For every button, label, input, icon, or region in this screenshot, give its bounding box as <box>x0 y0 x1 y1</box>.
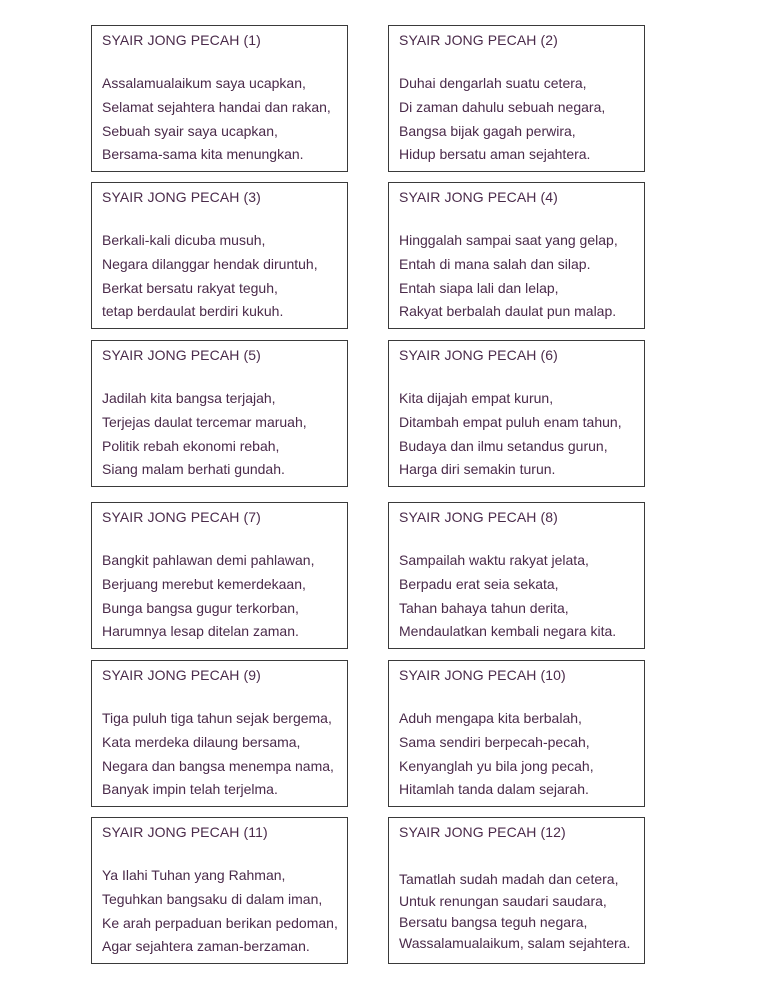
stanza-line: Siang malam berhati gundah. <box>102 461 285 477</box>
stanza-card <box>388 182 645 329</box>
stanza-line: Hinggalah sampai saat yang gelap, <box>399 232 618 248</box>
stanza-line: Entah siapa lali dan lelap, <box>399 280 559 296</box>
stanza-line: Tahan bahaya tahun derita, <box>399 600 569 616</box>
stanza-card <box>91 182 348 329</box>
stanza-card <box>388 660 645 807</box>
stanza-title: SYAIR JONG PECAH (9) <box>102 667 261 683</box>
stanza-line: Tiga puluh tiga tahun sejak bergema, <box>102 710 332 726</box>
stanza-line: Wassalamualaikum, salam sejahtera. <box>399 935 631 951</box>
stanza-title: SYAIR JONG PECAH (5) <box>102 347 261 363</box>
stanza-line: Berjuang merebut kemerdekaan, <box>102 576 306 592</box>
stanza-line: Hidup bersatu aman sejahtera. <box>399 146 591 162</box>
stanza-card <box>388 817 645 964</box>
stanza-line: Entah di mana salah dan silap. <box>399 256 591 272</box>
stanza-title: SYAIR JONG PECAH (3) <box>102 189 261 205</box>
stanza-line: Rakyat berbalah daulat pun malap. <box>399 303 617 319</box>
stanza-line: Berkat bersatu rakyat teguh, <box>102 280 278 296</box>
stanza-line: Di zaman dahulu sebuah negara, <box>399 99 606 115</box>
stanza-card <box>91 25 348 172</box>
stanza-line: Jadilah kita bangsa terjajah, <box>102 390 276 406</box>
stanza-line: Ditambah empat puluh enam tahun, <box>399 414 622 430</box>
stanza-line: Berkali-kali dicuba musuh, <box>102 232 266 248</box>
stanza-line: Harumnya lesap ditelan zaman. <box>102 623 299 639</box>
stanza-line: Sampailah waktu rakyat jelata, <box>399 552 589 568</box>
stanza-line: Untuk renungan saudari saudara, <box>399 893 607 909</box>
stanza-card <box>91 502 348 649</box>
stanza-line: Harga diri semakin turun. <box>399 461 556 477</box>
stanza-title: SYAIR JONG PECAH (1) <box>102 32 261 48</box>
stanza-line: Bangkit pahlawan demi pahlawan, <box>102 552 315 568</box>
stanza-line: Kata merdeka dilaung bersama, <box>102 734 301 750</box>
stanza-card <box>91 817 348 964</box>
stanza-title: SYAIR JONG PECAH (2) <box>399 32 558 48</box>
stanza-card <box>388 502 645 649</box>
stanza-line: Agar sejahtera zaman-berzaman. <box>102 938 310 954</box>
stanza-title: SYAIR JONG PECAH (8) <box>399 509 558 525</box>
stanza-card <box>91 340 348 487</box>
stanza-line: Berpadu erat seia sekata, <box>399 576 559 592</box>
stanza-line: Politik rebah ekonomi rebah, <box>102 438 280 454</box>
stanza-line: Tamatlah sudah madah dan cetera, <box>399 871 619 887</box>
stanza-title: SYAIR JONG PECAH (4) <box>399 189 558 205</box>
stanza-line: Sama sendiri berpecah-pecah, <box>399 734 590 750</box>
stanza-line: Budaya dan ilmu setandus gurun, <box>399 438 608 454</box>
stanza-line: Negara dan bangsa menempa nama, <box>102 758 334 774</box>
stanza-card <box>388 340 645 487</box>
stanza-line: Ke arah perpaduan berikan pedoman, <box>102 915 338 931</box>
stanza-line: Selamat sejahtera handai dan rakan, <box>102 99 331 115</box>
stanza-title: SYAIR JONG PECAH (7) <box>102 509 261 525</box>
stanza-line: Duhai dengarlah suatu cetera, <box>399 75 587 91</box>
stanza-title: SYAIR JONG PECAH (6) <box>399 347 558 363</box>
stanza-line: Negara dilanggar hendak diruntuh, <box>102 256 318 272</box>
stanza-line: Hitamlah tanda dalam sejarah. <box>399 781 589 797</box>
stanza-title: SYAIR JONG PECAH (12) <box>399 824 566 840</box>
stanza-line: Bersatu bangsa teguh negara, <box>399 914 588 930</box>
stanza-line: Kita dijajah empat kurun, <box>399 390 554 406</box>
stanza-card <box>91 660 348 807</box>
stanza-line: Bersama-sama kita menungkan. <box>102 146 304 162</box>
stanza-line: Kenyanglah yu bila jong pecah, <box>399 758 594 774</box>
stanza-line: Sebuah syair saya ucapkan, <box>102 123 278 139</box>
stanza-line: Bunga bangsa gugur terkorban, <box>102 600 299 616</box>
stanza-line: tetap berdaulat berdiri kukuh. <box>102 303 284 319</box>
stanza-title: SYAIR JONG PECAH (11) <box>102 824 268 840</box>
stanza-line: Assalamualaikum saya ucapkan, <box>102 75 306 91</box>
stanza-line: Banyak impin telah terjelma. <box>102 781 278 797</box>
stanza-line: Mendaulatkan kembali negara kita. <box>399 623 617 639</box>
stanza-card <box>388 25 645 172</box>
stanza-line: Terjejas daulat tercemar maruah, <box>102 414 307 430</box>
stanza-line: Aduh mengapa kita berbalah, <box>399 710 582 726</box>
stanza-line: Bangsa bijak gagah perwira, <box>399 123 576 139</box>
stanza-title: SYAIR JONG PECAH (10) <box>399 667 566 683</box>
stanza-line: Ya Ilahi Tuhan yang Rahman, <box>102 867 286 883</box>
stanza-line: Teguhkan bangsaku di dalam iman, <box>102 891 323 907</box>
